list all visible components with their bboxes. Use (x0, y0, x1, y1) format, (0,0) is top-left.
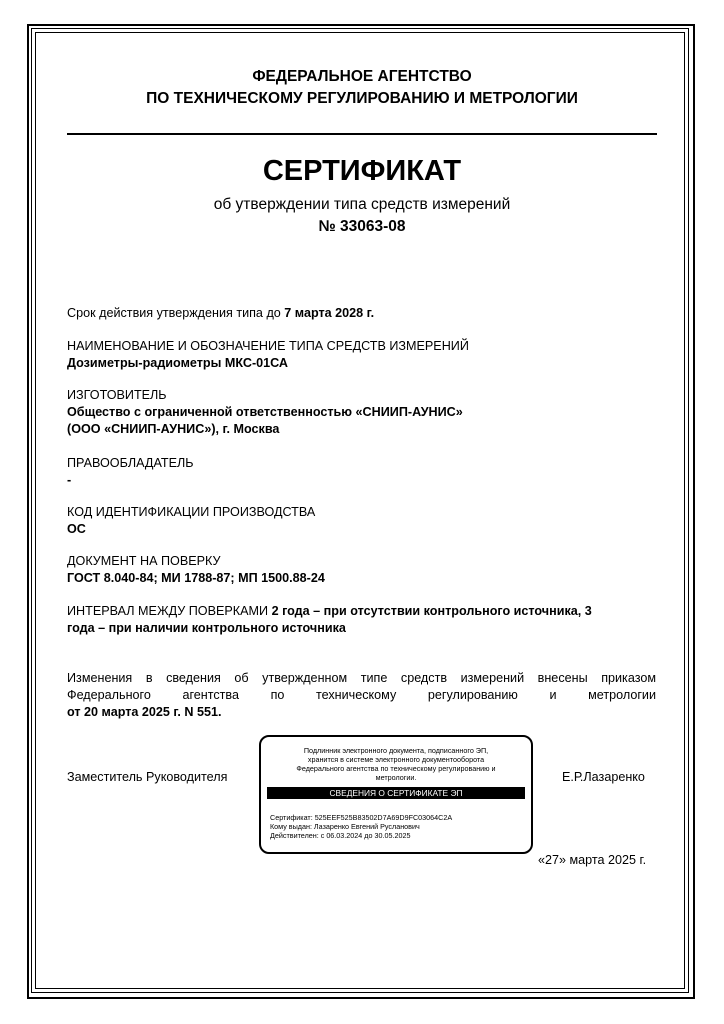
manufacturer-name: Общество с ограниченной ответственностью «СНИИП-АУНИС» (67, 405, 463, 419)
stamp-notice-line1: Подлинник электронного документа, подписанного ЭП, (303, 746, 489, 755)
type-name-label: НАИМЕНОВАНИЕ И ОБОЗНАЧЕНИЕ ТИПА СРЕДСТВ ИЗМЕРЕНИЙ (67, 339, 469, 353)
manufacturer-block (67, 387, 662, 438)
stamp-certificate-info (270, 813, 452, 840)
verification-doc-label: ДОКУМЕНТ НА ПОВЕРКУ (67, 554, 221, 568)
electronic-signature-stamp (259, 735, 533, 854)
changes-line2: Федерального агентства по техническому регулированию и метрологии (67, 688, 656, 702)
manufacturer-short-name: (ООО «СНИИП-АУНИС»), г. Москва (67, 422, 280, 436)
interval-label: ИНТЕРВАЛ МЕЖДУ ПОВЕРКАМИ (67, 604, 272, 618)
signatory-name: Е.Р.Лазаренко (562, 770, 645, 784)
production-code-block (67, 504, 662, 538)
rights-holder-block (67, 455, 662, 489)
changes-block (67, 670, 656, 721)
rights-holder-label: ПРАВООБЛАДАТЕЛЬ (67, 456, 194, 470)
interval-block (67, 603, 662, 637)
verification-doc-value: ГОСТ 8.040-84; МИ 1788-87; МП 1500.88-24 (67, 571, 325, 585)
document-date: «27» марта 2025 г. (538, 853, 647, 867)
signatory-position: Заместитель Руководителя (67, 770, 228, 784)
manufacturer-label: ИЗГОТОВИТЕЛЬ (67, 388, 167, 402)
interval-value-part2: года – при наличии контрольного источника (67, 621, 346, 635)
stamp-validity: Действителен: с 06.03.2024 до 30.05.2025 (270, 831, 411, 840)
stamp-issued-to: Кому выдан: Лазаренко Евгений Русланович (270, 822, 420, 831)
validity-value: 7 марта 2028 г. (284, 306, 375, 320)
stamp-notice-line2: хранится в системе электронного документооборота (307, 755, 485, 764)
stamp-notice-line3: Федерального агентства по техническому регулированию и (296, 764, 496, 773)
certificate-number: № 33063-08 (318, 218, 406, 235)
validity-label: Срок действия утверждения типа до (67, 306, 285, 320)
stamp-notice-line4: метрологии. (375, 773, 417, 782)
agency-name-line2: ПО ТЕХНИЧЕСКОМУ РЕГУЛИРОВАНИЮ И МЕТРОЛОГИИ (146, 90, 578, 107)
changes-order: от 20 марта 2025 г. N 551. (67, 705, 222, 719)
production-code-label: КОД ИДЕНТИФИКАЦИИ ПРОИЗВОДСТВА (67, 505, 316, 519)
stamp-notice (267, 746, 525, 782)
rights-holder-value: - (67, 473, 72, 487)
certificate-subtitle: об утверждении типа средств измерений (213, 196, 511, 213)
verification-doc-block (67, 553, 662, 587)
validity-block (67, 305, 662, 322)
interval-value-part1: 2 года – при отсутствии контрольного источника, 3 (271, 604, 592, 618)
header-divider (67, 133, 657, 135)
production-code-value: ОС (67, 522, 86, 536)
changes-line1: Изменения в сведения об утвержденном типе средств измерений внесены приказом (67, 671, 656, 685)
stamp-certificate-id: Сертификат: 525EEF525B83502D7A69D9FC03064C2A (270, 813, 453, 822)
stamp-header-bar: СВЕДЕНИЯ О СЕРТИФИКАТЕ ЭП (267, 787, 525, 799)
type-name-block (67, 338, 662, 372)
agency-name-line1: ФЕДЕРАЛЬНОЕ АГЕНТСТВО (252, 68, 472, 85)
type-name-value: Дозиметры-радиометры МКС-01СА (67, 356, 289, 370)
certificate-title: СЕРТИФИКАТ (262, 155, 462, 187)
